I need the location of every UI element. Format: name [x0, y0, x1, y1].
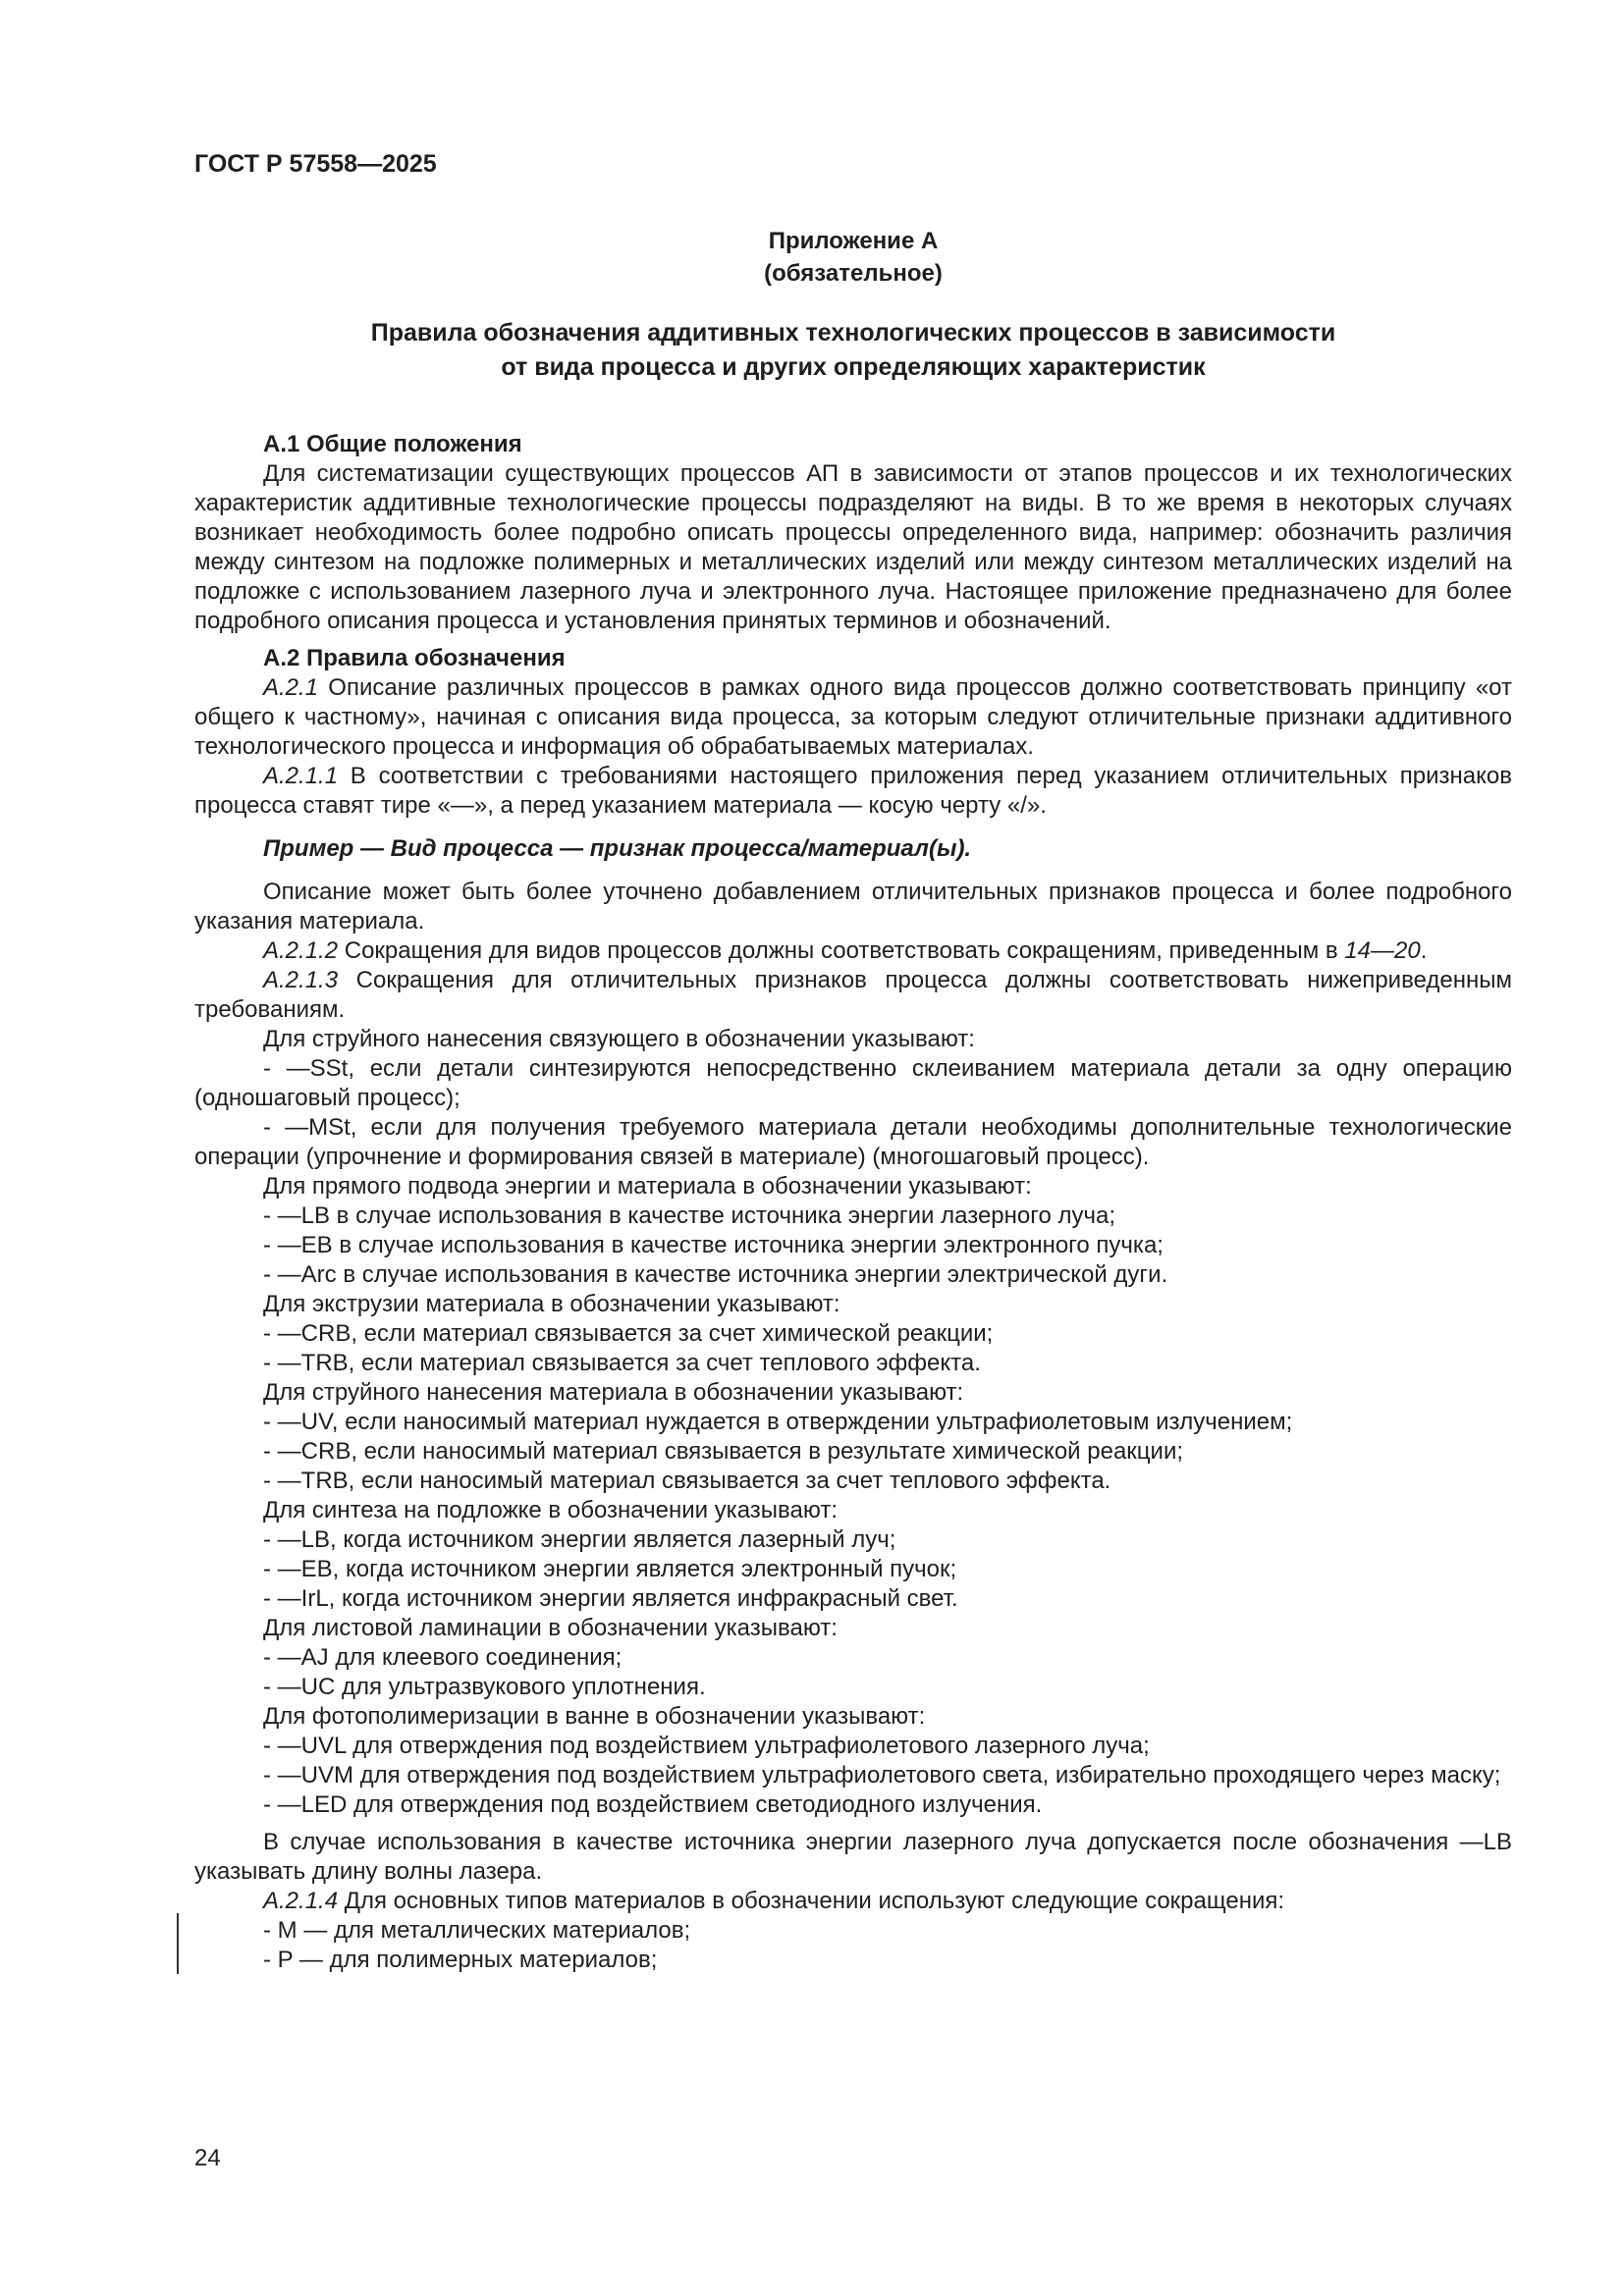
list-item: - —UVL для отверждения под воздействием ультрафиолетового лазерного луча;	[263, 1733, 1150, 1759]
title-line-2: от вида процесса и других определяющих характеристик	[501, 353, 1206, 381]
list-item: - —Arc в случае использования в качестве источника энергии электрической дуги.	[263, 1261, 1168, 1288]
clause-number: А.2.1.1	[263, 763, 339, 789]
paragraph-a1: Для систематизации существующих процессов АП в зависимости от этапов процессов и их технологических характеристик аддитивные технологические процессы подразделяют на виды. В то же время в некоторых случаях возникает необходимость более подробно описать процессы определенного вида, например: обозначить различия между синтезом на подложке полимерных и металлических изделий или между синтезом металлических изделий на подложке с использованием лазерного луча и электронного луча. Настоящее приложение предназначено для более подробного описания процесса и установления принятых терминов и обозначений.	[194, 460, 1512, 634]
appendix-heading	[194, 225, 1512, 290]
list-item: - —AJ для клеевого соединения;	[263, 1644, 623, 1671]
document-header: ГОСТ Р 57558—2025	[194, 150, 437, 178]
list-item: - —UV, если наносимый материал нуждается в отверждении ультрафиолетовым излучением;	[263, 1409, 1293, 1435]
list-item: - —LB, когда источником энергии является лазерный луч;	[263, 1526, 896, 1553]
document-page	[194, 0, 1512, 2296]
paragraph-a2112	[194, 936, 1512, 966]
clause-number: А.2.1	[263, 674, 319, 701]
extrusion-intro: Для экструзии материала в обозначении указывают:	[263, 1291, 840, 1317]
section-heading-a2: А.2 Правила обозначения	[263, 645, 566, 671]
clause-number: А.2.1.3	[263, 967, 339, 993]
list-item: - —TRB, если материал связывается за счет теплового эффекта.	[263, 1350, 981, 1376]
clause-text: Сокращения для видов процессов должны соответствовать сокращениям, приведенным в	[338, 937, 1345, 964]
directed-energy-intro: Для прямого подвода энергии и материала в обозначении указывают:	[263, 1173, 1032, 1200]
paragraph-a211	[194, 673, 1512, 762]
material-jetting-intro: Для струйного нанесения материала в обозначении указывают:	[263, 1379, 964, 1406]
clause-text: Для основных типов материалов в обозначении используют следующие сокращения:	[338, 1888, 1285, 1914]
paragraph-a2111	[194, 762, 1512, 821]
page-number: 24	[194, 2145, 221, 2171]
clause-text: В соответствии с требованиями настоящего приложения перед указанием отличительных признаков процесса ставят тире «—», а перед указанием материала — косую черту «/».	[194, 763, 1512, 819]
appendix-title	[194, 316, 1512, 385]
list-item: - —LB в случае использования в качестве источника энергии лазерного луча;	[263, 1202, 1116, 1229]
appendix-status: (обязательное)	[764, 260, 943, 287]
list-item: - —EB в случае использования в качестве источника энергии электронного пучка;	[263, 1232, 1164, 1258]
list-item: - —UC для ультразвукового уплотнения.	[263, 1674, 706, 1700]
laser-wavelength-note: В случае использования в качестве источника энергии лазерного луча допускается после обозначения —LB указывать длину волны лазера.	[194, 1829, 1512, 1885]
clause-number: А.2.1.4	[263, 1888, 339, 1914]
list-item: - P — для полимерных материалов;	[263, 1947, 658, 1973]
list-item: - —LED для отверждения под воздействием светодиодного излучения.	[263, 1791, 1043, 1818]
list-item: - —CRB, если наносимый материал связывается в результате химической реакции;	[263, 1438, 1184, 1465]
list-item: - —TRB, если наносимый материал связывается за счет теплового эффекта.	[263, 1468, 1111, 1494]
title-line-1: Правила обозначения аддитивных технологических процессов в зависимости	[370, 319, 1336, 347]
clause-reference: 14—20	[1344, 937, 1421, 964]
appendix-label: Приложение А	[768, 228, 939, 254]
list-item: - —IrL, когда источником энергии является инфракрасный свет.	[263, 1585, 958, 1612]
sheet-lamination-intro: Для листовой ламинации в обозначении указывают:	[263, 1615, 838, 1641]
section-heading-a1: А.1 Общие положения	[263, 431, 522, 457]
clause-text: Описание различных процессов в рамках одного вида процессов должно соответствовать принципу «от общего к частному», начиная с описания вида процесса, за которым следуют отличительные признаки аддитивного технологического процесса и информация об обрабатываемых материалах.	[194, 674, 1512, 760]
paragraph-a2113	[194, 966, 1512, 1025]
document-body	[194, 422, 1512, 1975]
binder-jetting-intro: Для струйного нанесения связующего в обозначении указывают:	[263, 1026, 975, 1052]
paragraph-refinement: Описание может быть более уточнено добавлением отличительных признаков процесса и более подробного указания материала.	[194, 879, 1512, 934]
vat-photopolymerization-intro: Для фотополимеризации в ванне в обозначении указывают:	[263, 1703, 926, 1730]
powder-bed-intro: Для синтеза на подложке в обозначении указывают:	[263, 1497, 838, 1523]
paragraph-a2114	[194, 1887, 1512, 1916]
list-item: - —UVM для отверждения под воздействием ультрафиолетового света, избирательно проходящего через маску;	[263, 1762, 1501, 1789]
clause-number: А.2.1.2	[263, 937, 339, 964]
list-item: - —SSt, если детали синтезируются непосредственно склеиванием материала детали за одну операцию (одношаговый процесс);	[194, 1055, 1512, 1111]
list-item: - —MSt, если для получения требуемого материала детали необходимы дополнительные технологические операции (упрочнение и формирования связей в материале) (многошаговый процесс).	[194, 1114, 1512, 1170]
list-item: - —EB, когда источником энергии является электронный пучок;	[263, 1556, 957, 1582]
list-item: - M — для металлических материалов;	[263, 1917, 691, 1944]
clause-end: .	[1420, 937, 1428, 964]
revision-change-bar	[177, 1913, 179, 1974]
list-item: - —CRB, если материал связывается за счет химической реакции;	[263, 1320, 994, 1347]
example-note: Пример — Вид процесса — признак процесса/материал(ы).	[263, 835, 972, 862]
clause-text: Сокращения для отличительных признаков процесса должны соответствовать нижеприведенным требованиям.	[194, 967, 1512, 1023]
